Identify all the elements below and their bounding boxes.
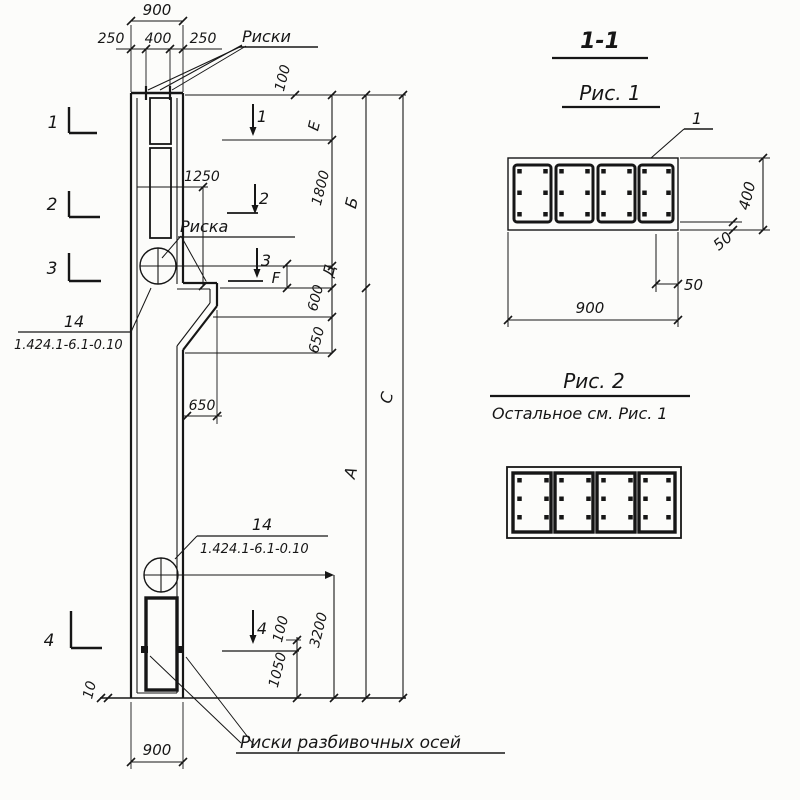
callout-position: 14 xyxy=(251,515,273,534)
dimension-100-1050 xyxy=(266,614,301,702)
dim-A: А xyxy=(340,465,362,481)
fig1-title: 1-1 xyxy=(580,29,620,54)
section-mark-1-left xyxy=(48,107,97,133)
section-mark-2-right xyxy=(227,184,269,214)
fig2-caption: Рис. 2 xyxy=(563,369,625,393)
dim-100-bottom: 100 xyxy=(270,614,293,644)
dim-3200: 3200 xyxy=(307,610,332,650)
dimension-10 xyxy=(80,679,112,702)
dimension-line-B-A xyxy=(340,91,370,702)
section-2-label: 2 xyxy=(258,189,270,208)
riska-mark xyxy=(177,646,184,653)
dim-1800: 1800 xyxy=(309,168,334,208)
riski-top-label xyxy=(148,27,318,90)
dim-250-right: 250 xyxy=(189,31,217,47)
callout-series: 1.424.1-6.1-0.10 xyxy=(14,338,123,353)
callout-series: 1.424.1-6.1-0.10 xyxy=(200,542,309,557)
dimension-line-C xyxy=(376,91,407,702)
riska-mark xyxy=(141,646,148,653)
section-4-label: 4 xyxy=(43,631,55,651)
dim-top-900: 900 xyxy=(142,1,172,19)
section-4-label: 4 xyxy=(256,619,268,638)
dim-900-section: 900 xyxy=(575,299,605,317)
fig1-callout: 1 xyxy=(691,109,703,128)
fig2-note: Остальное см. Рис. 1 xyxy=(492,404,668,423)
dim-250-left: 250 xyxy=(97,31,125,47)
dim-C: С xyxy=(376,389,398,406)
dim-B: Б xyxy=(341,195,363,211)
fig1-section xyxy=(508,109,713,230)
dim-bottom-900: 900 xyxy=(142,741,172,759)
section-1-label: 1 xyxy=(47,113,59,133)
bottom-dimension-900 xyxy=(127,702,187,769)
dim-50-diagonal: 50 xyxy=(709,228,736,255)
riska-text: Риска xyxy=(180,217,229,236)
dim-100-top: 100 xyxy=(272,63,295,93)
section-mark-4-left xyxy=(44,611,102,651)
riski-top-text: Риски xyxy=(242,27,291,46)
riska-circle-upper xyxy=(140,248,336,284)
section-mark-3-left xyxy=(47,253,101,281)
dim-400: 400 xyxy=(734,179,760,212)
arrowhead xyxy=(325,571,334,579)
section-mark-3-right xyxy=(228,248,271,281)
dim-1050: 1050 xyxy=(266,650,291,690)
dim-1250: 1250 xyxy=(184,169,220,185)
section-3-label: 3 xyxy=(46,259,58,279)
fig1-caption: Рис. 1 xyxy=(579,81,641,105)
section-2-label: 2 xyxy=(46,195,58,215)
fig1-dimensions xyxy=(504,154,770,327)
dim-400: 400 xyxy=(144,31,172,47)
dimension-chain-inner xyxy=(185,63,406,357)
dim-650-h: 650 xyxy=(188,398,216,414)
riski-axes-text: Риски разбивочных осей xyxy=(240,733,461,753)
dim-10: 10 xyxy=(80,679,101,701)
dim-E: Е xyxy=(304,119,325,133)
fig2-section xyxy=(507,467,681,538)
section-mark-2-left xyxy=(47,191,100,217)
dim-F: F xyxy=(271,269,281,287)
section-3-label: 3 xyxy=(260,251,272,270)
dim-50-horizontal: 50 xyxy=(684,276,704,294)
callout-position: 14 xyxy=(63,312,85,331)
fig2-titles xyxy=(490,369,690,423)
dimension-F xyxy=(272,260,291,292)
riski-axes-label xyxy=(141,646,505,753)
section-1-label: 1 xyxy=(256,107,268,126)
dim-600: 600 xyxy=(305,283,328,313)
dim-D: Д xyxy=(318,262,340,279)
riska-circle-lower xyxy=(144,558,334,592)
dim-650-chain: 650 xyxy=(306,325,329,355)
dimension-3200 xyxy=(307,575,338,702)
fig1-titles xyxy=(552,29,660,107)
dimension-650-horizontal xyxy=(183,310,222,424)
callout-lower xyxy=(175,515,328,559)
